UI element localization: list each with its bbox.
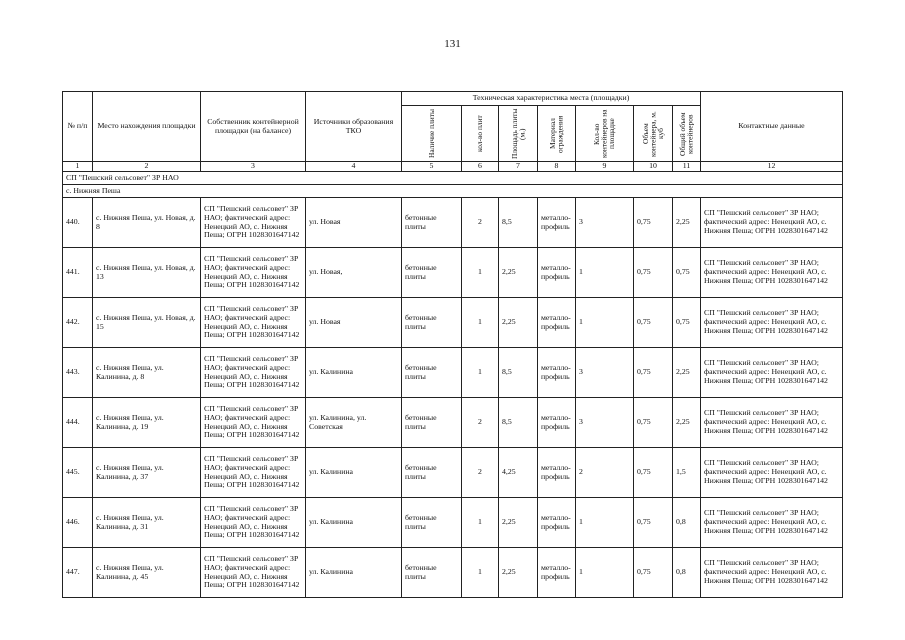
section-title: СП "Пешский сельсовет" ЗР НАО: [63, 172, 843, 185]
cell-volume: 0,75: [634, 248, 673, 298]
cell-material: металло-профиль: [538, 498, 576, 548]
col-index: 6: [462, 162, 499, 172]
col-index: 2: [93, 162, 201, 172]
table-row: [63, 448, 843, 498]
header-num: № п/п: [63, 92, 93, 162]
cell-containers: 2: [576, 448, 634, 498]
cell-location: с. Нижняя Пеша, ул. Калинина, д. 19: [93, 398, 201, 448]
col-index: 10: [634, 162, 673, 172]
cell-total: 2,25: [673, 348, 701, 398]
cell-owner: СП "Пешский сельсовет" ЗР НАО; фактический адрес: Ненецкий АО, с. Нижняя Пеша; ОГРН 1028301647142: [201, 198, 306, 248]
cell-plate-count: 1: [462, 298, 499, 348]
cell-location: с. Нижняя Пеша, ул. Калинина, д. 37: [93, 448, 201, 498]
cell-contacts: СП "Пешский сельсовет" ЗР НАО; фактический адрес: Ненецкий АО, с. Нижняя Пеша; ОГРН 1028301647142: [701, 248, 843, 298]
cell-area: 8,5: [499, 348, 538, 398]
cell-num: 443.: [63, 348, 93, 398]
cell-volume: 0,75: [634, 298, 673, 348]
table-row: [63, 348, 843, 398]
cell-sources: ул. Калинина: [306, 448, 402, 498]
cell-volume: 0,75: [634, 548, 673, 598]
header-contacts: Контактные данные: [701, 92, 843, 162]
cell-num: 445.: [63, 448, 93, 498]
cell-area: 2,25: [499, 248, 538, 298]
cell-containers: 3: [576, 198, 634, 248]
cell-contacts: СП "Пешский сельсовет" ЗР НАО; фактический адрес: Ненецкий АО, с. Нижняя Пеша; ОГРН 1028301647142: [701, 448, 843, 498]
cell-owner: СП "Пешский сельсовет" ЗР НАО; фактический адрес: Ненецкий АО, с. Нижняя Пеша; ОГРН 1028301647142: [201, 448, 306, 498]
table-row: [63, 298, 843, 348]
cell-location: с. Нижняя Пеша, ул. Калинина, д. 31: [93, 498, 201, 548]
cell-contacts: СП "Пешский сельсовет" ЗР НАО; фактический адрес: Ненецкий АО, с. Нижняя Пеша; ОГРН 1028301647142: [701, 498, 843, 548]
cell-containers: 1: [576, 548, 634, 598]
cell-plate: бетонные плиты: [402, 448, 462, 498]
cell-plate-count: 1: [462, 548, 499, 598]
section-row: [63, 185, 843, 198]
cell-volume: 0,75: [634, 348, 673, 398]
cell-area: 8,5: [499, 198, 538, 248]
cell-num: 442.: [63, 298, 93, 348]
header-material: Материал ограждения: [538, 106, 576, 162]
cell-area: 2,25: [499, 298, 538, 348]
col-index: 7: [499, 162, 538, 172]
cell-location: с. Нижняя Пеша, ул. Новая, д. 13: [93, 248, 201, 298]
cell-total: 0,75: [673, 298, 701, 348]
cell-num: 441.: [63, 248, 93, 298]
col-index: 12: [701, 162, 843, 172]
cell-sources: ул. Новая: [306, 298, 402, 348]
section-subtitle: с. Нижняя Пеша: [63, 185, 843, 198]
column-index-row: [63, 162, 843, 172]
cell-total: 2,25: [673, 198, 701, 248]
col-index: 1: [63, 162, 93, 172]
cell-volume: 0,75: [634, 198, 673, 248]
cell-plate: бетонные плиты: [402, 198, 462, 248]
cell-material: металло-профиль: [538, 548, 576, 598]
cell-location: с. Нижняя Пеша, ул. Новая, д. 8: [93, 198, 201, 248]
cell-contacts: СП "Пешский сельсовет" ЗР НАО; фактический адрес: Ненецкий АО, с. Нижняя Пеша; ОГРН 1028301647142: [701, 548, 843, 598]
col-index: 5: [402, 162, 462, 172]
cell-plate: бетонные плиты: [402, 348, 462, 398]
header-plate-count: кол-во плит: [462, 106, 499, 162]
cell-material: металло-профиль: [538, 448, 576, 498]
cell-plate-count: 2: [462, 448, 499, 498]
cell-volume: 0,75: [634, 398, 673, 448]
cell-num: 444.: [63, 398, 93, 448]
cell-plate: бетонные плиты: [402, 548, 462, 598]
cell-total: 1,5: [673, 448, 701, 498]
col-index: 3: [201, 162, 306, 172]
cell-location: с. Нижняя Пеша, ул. Калинина, д. 8: [93, 348, 201, 398]
col-index: 4: [306, 162, 402, 172]
cell-total: 0,75: [673, 248, 701, 298]
cell-area: 2,25: [499, 548, 538, 598]
cell-contacts: СП "Пешский сельсовет" ЗР НАО; фактический адрес: Ненецкий АО, с. Нижняя Пеша; ОГРН 1028301647142: [701, 298, 843, 348]
cell-num: 440.: [63, 198, 93, 248]
header-location: Место нахождения площадки: [93, 92, 201, 162]
cell-plate: бетонные плиты: [402, 248, 462, 298]
section-row: [63, 172, 843, 185]
cell-plate-count: 1: [462, 348, 499, 398]
cell-sources: ул. Новая,: [306, 248, 402, 298]
header-area: Площадь плиты (м.): [499, 106, 538, 162]
cell-plate-count: 2: [462, 198, 499, 248]
cell-owner: СП "Пешский сельсовет" ЗР НАО; фактический адрес: Ненецкий АО, с. Нижняя Пеша; ОГРН 1028301647142: [201, 298, 306, 348]
cell-area: 8,5: [499, 398, 538, 448]
header-volume: Объем контейнера, м. куб: [634, 106, 673, 162]
header-sources: Источники образования ТКО: [306, 92, 402, 162]
page-number: 131: [444, 38, 461, 50]
cell-owner: СП "Пешский сельсовет" ЗР НАО; фактический адрес: Ненецкий АО, с. Нижняя Пеша; ОГРН 1028301647142: [201, 348, 306, 398]
cell-material: металло-профиль: [538, 398, 576, 448]
cell-total: 0,8: [673, 498, 701, 548]
cell-plate-count: 1: [462, 248, 499, 298]
register-table: [62, 91, 843, 598]
cell-material: металло-профиль: [538, 198, 576, 248]
header-total: Общий объем контейнеров: [673, 106, 701, 162]
cell-plate-count: 2: [462, 398, 499, 448]
cell-owner: СП "Пешский сельсовет" ЗР НАО; фактический адрес: Ненецкий АО, с. Нижняя Пеша; ОГРН 1028301647142: [201, 498, 306, 548]
cell-area: 2,25: [499, 498, 538, 548]
cell-material: металло-профиль: [538, 298, 576, 348]
cell-num: 446.: [63, 498, 93, 548]
table-row: [63, 548, 843, 598]
cell-owner: СП "Пешский сельсовет" ЗР НАО; фактический адрес: Ненецкий АО, с. Нижняя Пеша; ОГРН 1028301647142: [201, 548, 306, 598]
cell-sources: ул. Новая: [306, 198, 402, 248]
cell-sources: ул. Калинина: [306, 348, 402, 398]
cell-location: с. Нижняя Пеша, ул. Калинина, д. 45: [93, 548, 201, 598]
cell-containers: 3: [576, 348, 634, 398]
cell-contacts: СП "Пешский сельсовет" ЗР НАО; фактический адрес: Ненецкий АО, с. Нижняя Пеша; ОГРН 1028301647142: [701, 398, 843, 448]
cell-containers: 3: [576, 398, 634, 448]
table-row: [63, 398, 843, 448]
header-plate: Наличие плиты: [402, 106, 462, 162]
cell-owner: СП "Пешский сельсовет" ЗР НАО; фактический адрес: Ненецкий АО, с. Нижняя Пеша; ОГРН 1028301647142: [201, 248, 306, 298]
cell-num: 447.: [63, 548, 93, 598]
cell-location: с. Нижняя Пеша, ул. Новая, д. 15: [93, 298, 201, 348]
table-row: [63, 248, 843, 298]
cell-containers: 1: [576, 498, 634, 548]
cell-plate: бетонные плиты: [402, 498, 462, 548]
cell-area: 4,25: [499, 448, 538, 498]
cell-sources: ул. Калинина: [306, 498, 402, 548]
cell-sources: ул. Калинина, ул. Советская: [306, 398, 402, 448]
header-containers: Кол-во контейнеров на площадке: [576, 106, 634, 162]
cell-plate: бетонные плиты: [402, 298, 462, 348]
cell-total: 2,25: [673, 398, 701, 448]
table-row: [63, 498, 843, 548]
col-index: 9: [576, 162, 634, 172]
table-row: [63, 198, 843, 248]
cell-owner: СП "Пешский сельсовет" ЗР НАО; фактический адрес: Ненецкий АО, с. Нижняя Пеша; ОГРН 1028301647142: [201, 398, 306, 448]
cell-material: металло-профиль: [538, 248, 576, 298]
cell-material: металло-профиль: [538, 348, 576, 398]
cell-contacts: СП "Пешский сельсовет" ЗР НАО; фактический адрес: Ненецкий АО, с. Нижняя Пеша; ОГРН 1028301647142: [701, 198, 843, 248]
cell-total: 0,8: [673, 548, 701, 598]
col-index: 11: [673, 162, 701, 172]
cell-plate: бетонные плиты: [402, 398, 462, 448]
col-index: 8: [538, 162, 576, 172]
cell-contacts: СП "Пешский сельсовет" ЗР НАО; фактический адрес: Ненецкий АО, с. Нижняя Пеша; ОГРН 1028301647142: [701, 348, 843, 398]
header-tech: Техническая характеристика места (площадки): [402, 92, 701, 106]
cell-volume: 0,75: [634, 448, 673, 498]
cell-containers: 1: [576, 248, 634, 298]
cell-plate-count: 1: [462, 498, 499, 548]
cell-sources: ул. Калинина: [306, 548, 402, 598]
header-owner: Собственник контейнерной площадки (на балансе): [201, 92, 306, 162]
cell-volume: 0,75: [634, 498, 673, 548]
cell-containers: 1: [576, 298, 634, 348]
